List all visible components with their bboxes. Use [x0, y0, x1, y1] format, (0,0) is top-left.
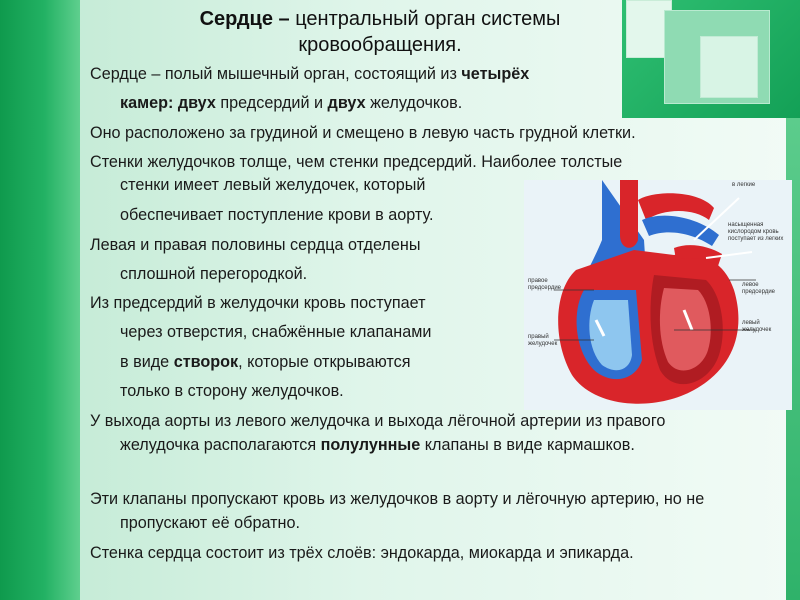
label-oxygen-blood: насыщенная кислородом кровь поступает из легких: [728, 222, 784, 242]
text: предсердий и: [215, 94, 328, 112]
paragraph-line: Стенка сердца состоит из трёх слоёв: эндокарда, миокарда и эпикарда.: [90, 544, 634, 562]
paragraph-line: сплошной перегородкой.: [120, 265, 308, 283]
text: в виде: [120, 353, 174, 371]
text-bold: четырёх: [461, 65, 530, 83]
paragraph-line: Оно расположено за грудиной и смещено в левую часть грудной клетки.: [90, 124, 636, 142]
paragraph-line: обеспечивает поступление крови в аорту.: [120, 206, 434, 224]
label-left-ventricle: левый желудочек: [742, 320, 772, 333]
paragraph-line: Стенки желудочков толще, чем стенки предсердий. Наиболее толстые: [90, 153, 623, 171]
paragraph-line: стенки имеет левый желудочек, который: [120, 176, 426, 194]
paragraph-line: [90, 91, 462, 115]
text-bold: камер: двух: [120, 94, 216, 112]
paragraph-line: Из предсердий в желудочки кровь поступает: [90, 294, 426, 312]
text: клапаны в виде кармашков.: [420, 436, 635, 454]
title-rest: центральный орган системы кровообращения.: [289, 8, 561, 56]
slide-title: [160, 6, 600, 58]
text: Сердце – полый мышечный орган, состоящий из: [90, 65, 462, 83]
label-right-atrium: правое предсердие: [528, 278, 562, 291]
text-bold: створок: [173, 353, 239, 371]
text: У выхода аорты из левого желудочка и выхода лёгочной артерии из правого желудочка располагаются: [90, 412, 666, 454]
text: , которые открываются: [238, 353, 411, 371]
text-bold: двух: [327, 94, 366, 112]
paragraph: [90, 409, 740, 457]
text-bold: полулунные: [320, 436, 421, 454]
text: желудочков.: [365, 94, 463, 112]
label-right-ventricle: правый желудочек: [528, 334, 558, 347]
decor-square: [700, 36, 758, 98]
paragraph-line: [90, 62, 529, 86]
title-bold: Сердце –: [199, 8, 290, 30]
paragraph-line: только в сторону желудочков.: [120, 382, 344, 400]
heart-diagram: [524, 180, 792, 410]
paragraph-line: через отверстия, снабжённые клапанами: [120, 323, 432, 341]
paragraph: Эти клапаны пропускают кровь из желудочков в аорту и лёгочную артерию, но не пропускают её обратно.: [90, 490, 705, 532]
left-decor-band: [0, 0, 80, 600]
paragraph-line: [90, 350, 410, 374]
paragraph-line: Левая и правая половины сердца отделены: [90, 236, 421, 254]
label-to-lungs: в легкие: [732, 182, 756, 188]
label-left-atrium: левое предсердие: [742, 282, 776, 295]
